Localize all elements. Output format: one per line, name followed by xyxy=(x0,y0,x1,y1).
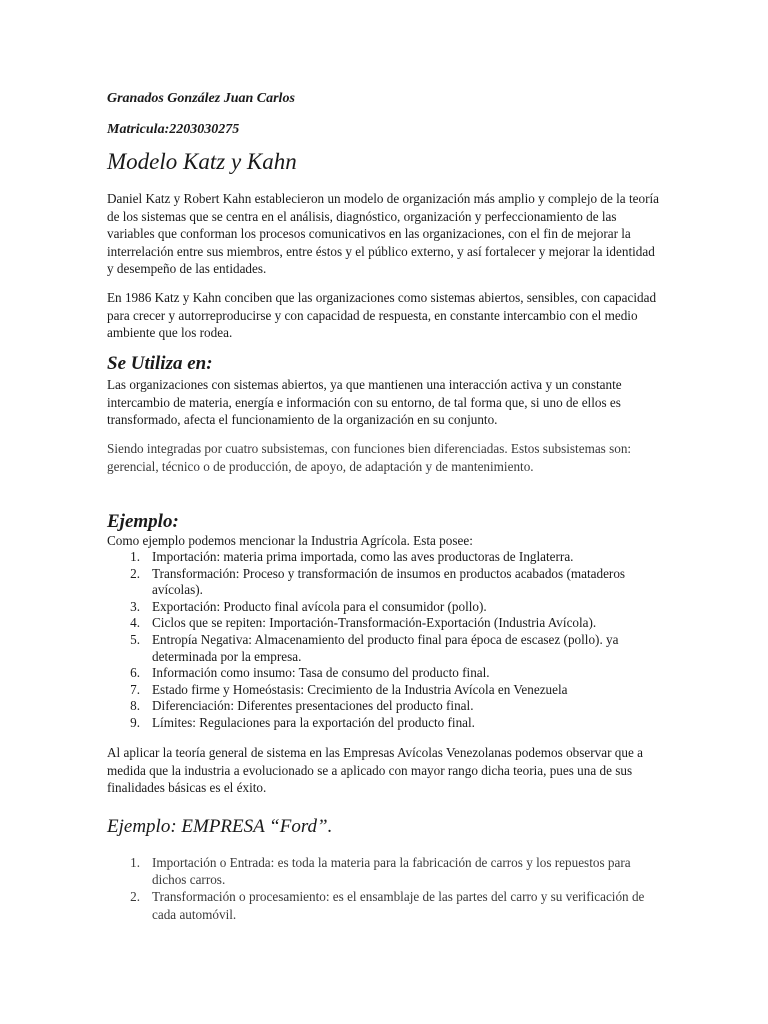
list-item: 1. Importación o Entrada: es toda la materia para la fabricación de carros y los repuestos para dichos carros. xyxy=(130,855,631,888)
intro-paragraph-1: Daniel Katz y Robert Kahn establecieron un modelo de organización más amplio y complejo de la teoría de los sistemas que se centra en el análisis, diagnóstico, organización y perfeccionamiento de las variables que conforman los procesos comunicativos en las organizaciones, con el fin de mejorar la interrelación entre sus miembros, entre éstos y el público externo, y así fortalecer y mejorar la identidad y desempeño de las entidades. xyxy=(107,191,659,277)
section-heading-ford: Ejemplo: EMPRESA “Ford”. xyxy=(107,816,333,837)
document-title: Modelo Katz y Kahn xyxy=(107,149,297,174)
list-item: 4. Ciclos que se repiten: Importación-Transformación-Exportación (Industria Avícola). xyxy=(130,615,597,631)
list-item: 6. Información como insumo: Tasa de consumo del producto final. xyxy=(130,665,490,681)
ejemplo-conclusion: Al aplicar la teoría general de sistema en las Empresas Avícolas Venezolanas podemos observar que a medida que la industria a evolucionado se a aplicado con mayor rango dicha teoria, pues una de sus finalidades básicas es el éxito. xyxy=(107,745,643,796)
section-heading-ejemplo: Ejemplo: xyxy=(107,511,179,532)
list-item: 5. Entropía Negativa: Almacenamiento del producto final para época de escasez (pollo). ya determinada por la empresa. xyxy=(130,631,619,664)
list-item: 2. Transformación o procesamiento: es el ensamblaje de las partes del carro y su verificación de cada automóvil. xyxy=(130,889,645,922)
intro-paragraph-2: En 1986 Katz y Kahn conciben que las organizaciones como sistemas abiertos, sensibles, con capacidad para crecer y autorreproducirse y con capacidad de respuesta, en constante intercambio con el medio ambiente que los rodea. xyxy=(107,290,657,341)
list-item: 7. Estado firme y Homeóstasis: Crecimiento de la Industria Avícola en Venezuela xyxy=(130,681,568,697)
section-heading-uso: Se Utiliza en: xyxy=(107,353,213,374)
ford-list xyxy=(107,854,663,923)
list-item: 1. Importación: materia prima importada, como las aves productoras de Inglaterra. xyxy=(130,549,574,564)
list-item: 9. Límites: Regulaciones para la exportación del producto final. xyxy=(130,714,475,730)
student-id: Matricula:2203030275 xyxy=(107,122,240,137)
ejemplo-list xyxy=(107,549,663,732)
list-item: 8. Diferenciación: Diferentes presentaciones del producto final. xyxy=(130,698,474,714)
list-item: 3. Exportación: Producto final avícola para el consumidor (pollo). xyxy=(130,598,487,614)
uso-paragraph-1: Las organizaciones con sistemas abiertos, ya que mantienen una interacción activa y un constante intercambio de materia, energía e información con su entorno, de tal forma que, si uno de ellos es transformado, afecta el funcionamiento de la organización en su conjunto. xyxy=(107,377,622,428)
ejemplo-intro: Como ejemplo podemos mencionar la Industria Agrícola. Esta posee: xyxy=(107,533,473,548)
author-name: Granados González Juan Carlos xyxy=(107,91,295,106)
uso-paragraph-2: Siendo integradas por cuatro subsistemas, con funciones bien diferenciadas. Estos subsistemas son: gerencial, técnico o de producción, de apoyo, de adaptación y de mantenimiento. xyxy=(107,441,632,474)
list-item: 2. Transformación: Proceso y transformación de insumos en productos acabados (mataderos avícolas). xyxy=(130,565,626,598)
